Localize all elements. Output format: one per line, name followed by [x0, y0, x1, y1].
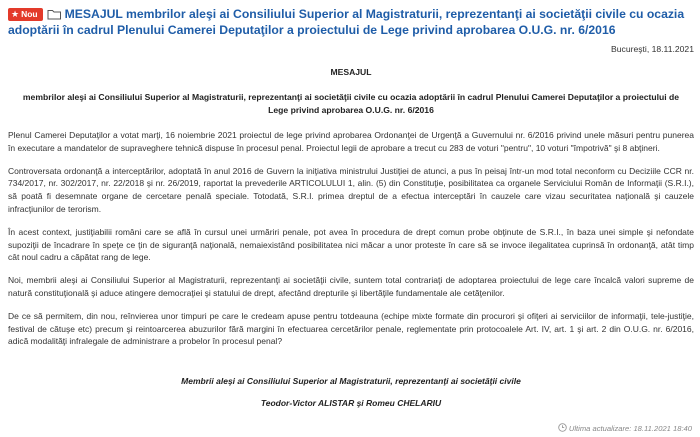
last-updated-text: Ultima actualizare: 18.11.2021 18:40 — [568, 424, 692, 433]
clock-icon — [558, 423, 567, 432]
paragraph-4: Noi, membrii aleşi ai Consiliului Superior al Magistraturii, reprezentanţi ai societăţii civile, suntem total contrariaţi de adoptarea proiectului de lege care încalcă valori supreme de natură constituţională şi aduce atingere democraţiei şi statului de drept, afectând drepturile şi libertăţile fundamentale ale cetăţenilor. — [8, 275, 694, 298]
star-icon: ★ — [11, 9, 20, 19]
signature-names: Teodor-Victor ALISTAR şi Romeu CHELARIU — [260, 398, 442, 409]
new-badge — [8, 8, 43, 21]
paragraph-5: De ce să permitem, din nou, reînvierea unor timpuri pe care le credeam apuse pentru totdeauna (echipe mixte formate din procurori şi ofiţeri ai serviciilor de informaţii, tele-justiţie, festival de cătuşe etc) precum şi reintoarcerea abuzurilor fără margini în efectuarea cercetărilor penale, reglementate prin protocoalele Art. IV, art. 1 şi art. 2 din O.U.G. nr. 6/2016, adică modalităţi infralegale de administrare a probelor în procesul penal? — [8, 310, 694, 347]
paragraph-1: Plenul Camerei Deputaţilor a votat marţi, 16 noiembrie 2021 proiectul de lege privind aprobarea Ordonanţei de Urgenţă a Guvernului nr. 6/2016 privind unele măsuri pentru punerea în executare a mandatelor de supraveghere tehnică dispuse în procesul penal. Proiectul legii de aprobare a trecut cu 283 de voturi "pentru", 10 voturi "împotrivă" şi 8 abţineri. — [8, 130, 694, 153]
paragraph-3: În acest context, justiţiabilii români care se află în cursul unei urmăriri penale, pot avea în procedura de drept comun probe obţinute de S.R.I., în baza unei simple şi nefondate supoziţii de încadrare în speţe ce ţin de siguranţă naţională, nemaiexistând posibilitatea nici măcar a unor proteste în care să se invoce ilegalitatea cuprinsă în ordonanţă, atât timp cât noul cadru a căpătat rang de lege. — [8, 226, 694, 263]
paragraph-2: Controversata ordonanţă a interceptărilor, adoptată în anul 2016 de Guvern la iniţiativa ministrului Justiţiei de atunci, a pus în peisaj într-un mod total neconform cu Deciziile CCR nr. 734/2017, nr. 302/2017, nr. 22/2018 şi nr. 26/2019, raportat la prevederile ARTICOLULUI 1, alin. (5) din Constituţie, posibilitatea ca organele Serviciului Român de Informaţii (S.R.I.), să poată fi desemnate organe de cercetare penală speciale. Totodată, S.R.I. primea dreptul de a efectua interceptări în cauzele care vizau securitatea naţională şi cauzele infracţiunilor de terorism. — [8, 165, 694, 214]
folder-icon — [47, 9, 62, 20]
document-subheading: membrilor aleşi ai Consiliului Superior al Magistraturii, reprezentanţi ai societăţii civile cu ocazia adoptării în cadrul Plenului Camerei Deputaţilor a proiectului de Lege privind aprobarea O.U.G. nr. 6/2016 — [22, 92, 680, 115]
new-badge-label: Nou — [21, 9, 38, 19]
document-date: Bucureşti, 18.11.2021 — [611, 44, 694, 54]
article-title-row — [8, 6, 694, 38]
last-updated — [558, 423, 692, 433]
document-heading: MESAJUL — [330, 67, 372, 77]
article — [8, 6, 694, 408]
article-title[interactable]: MESAJUL membrilor aleşi ai Consiliului Superior al Magistraturii, reprezentanţi ai societăţii civile cu ocazia adoptării în cadrul Plenului Camerei Deputaţilor a proiectului de Lege privind aprobarea O.U.G. nr. 6/2016 — [8, 7, 685, 37]
signature-organization: Membrii aleşi ai Consiliului Superior al Magistraturii, reprezentanţi ai societăţii civile — [181, 376, 521, 387]
